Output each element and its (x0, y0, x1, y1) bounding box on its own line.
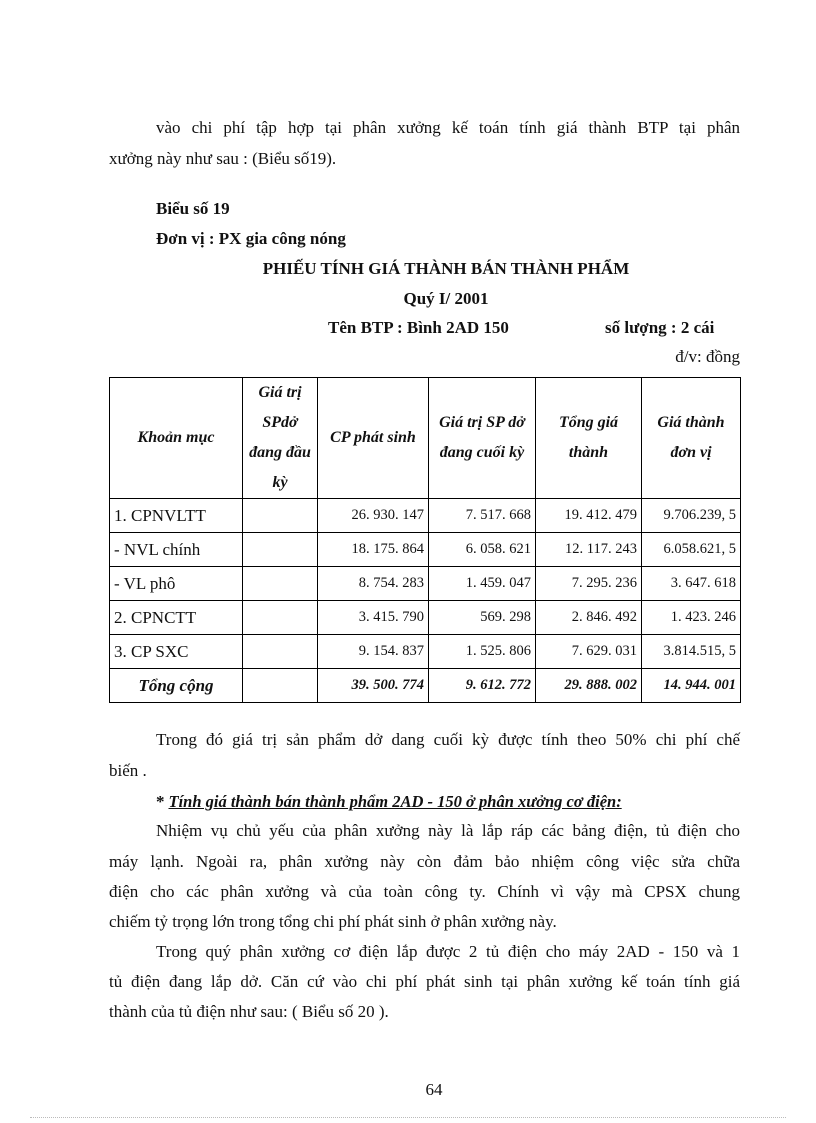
cell-item: 2. CPNCTT (110, 601, 243, 635)
cost-table (109, 377, 741, 703)
currency-unit: đ/v: đồng (675, 347, 740, 366)
p2-line-3: thành của tủ điện như sau: ( Biểu số 20 ). (109, 1002, 389, 1021)
cell-cost-incurred: 3. 415. 790 (318, 601, 429, 635)
cell-total-cost: 7. 629. 031 (536, 635, 642, 669)
cell-total-cost-total: 29. 888. 002 (536, 669, 642, 703)
cell-cost-incurred: 8. 754. 283 (318, 567, 429, 601)
col-header-opening-wip: Giá trị SPdở đang đầu kỳ (243, 378, 318, 499)
cell-unit-cost: 3. 647. 618 (642, 567, 741, 601)
cell-item: - VL phô (110, 567, 243, 601)
note-line-1: Trong đó giá trị sản phẩm dở dang cuối kỳ được tính theo 50% chi phí chế (156, 730, 740, 749)
col-header-cost-incurred: CP phát sinh (318, 378, 429, 499)
cell-opening-wip (243, 635, 318, 669)
form-title: PHIẾU TÍNH GIÁ THÀNH BÁN THÀNH PHẨM (262, 259, 630, 278)
cell-total-cost: 19. 412. 479 (536, 499, 642, 533)
p1-line-1: Nhiệm vụ chủ yếu của phân xưởng này là lắp ráp các bảng điện, tủ điện cho (156, 821, 740, 840)
cell-cost-incurred: 9. 154. 837 (318, 635, 429, 669)
cell-unit-cost-total: 14. 944. 001 (642, 669, 741, 703)
note-line-2: biến . (109, 761, 147, 780)
page-number: 64 (425, 1080, 443, 1099)
intro-line-2: xưởng này như sau : (Biểu số19). (109, 149, 337, 168)
quantity: số lượng : 2 cái (605, 318, 715, 337)
cell-cost-incurred: 26. 930. 147 (318, 499, 429, 533)
p2-line-2: tủ điện đang lắp dở. Căn cứ vào chi phí phát sinh tại phân xưởng kế toán tính giá (109, 972, 740, 991)
p1-line-2: máy lạnh. Ngoài ra, phân xưởng này còn đảm bảo nhiệm công việc sửa chữa (109, 852, 740, 871)
section-title: Tính giá thành bán thành phẩm 2AD - 150 ở phân xưởng cơ điện: (168, 792, 622, 811)
unit-label: Đơn vị : PX gia công nóng (156, 229, 346, 248)
cell-unit-cost: 3.814.515, 5 (642, 635, 741, 669)
col-header-total-cost: Tổng giá thành (536, 378, 642, 499)
cell-unit-cost: 1. 423. 246 (642, 601, 741, 635)
cell-cost-incurred: 18. 175. 864 (318, 533, 429, 567)
cell-unit-cost: 6.058.621, 5 (642, 533, 741, 567)
cell-opening-wip (243, 533, 318, 567)
cell-opening-wip (243, 669, 318, 703)
period: Quý I/ 2001 (403, 289, 489, 308)
cell-closing-wip: 6. 058. 621 (429, 533, 536, 567)
cell-item: 1. CPNVLTT (110, 499, 243, 533)
section-star: * (156, 792, 165, 811)
product-name: Tên BTP : Bình 2AD 150 (328, 318, 509, 337)
cell-item: - NVL chính (110, 533, 243, 567)
table-row (110, 601, 741, 635)
p1-line-3: điện cho các phân xưởng và của toàn công ty. Chính vì vậy mà CPSX chung (109, 882, 740, 901)
cell-closing-wip: 1. 459. 047 (429, 567, 536, 601)
cell-opening-wip (243, 601, 318, 635)
table-header-row (110, 378, 741, 499)
table-row (110, 635, 741, 669)
form-number: Biểu số 19 (156, 199, 230, 218)
cell-total-cost: 7. 295. 236 (536, 567, 642, 601)
cell-opening-wip (243, 567, 318, 601)
table-row (110, 499, 741, 533)
cell-total-cost: 12. 117. 243 (536, 533, 642, 567)
table-total-row (110, 669, 741, 703)
cell-cost-incurred-total: 39. 500. 774 (318, 669, 429, 703)
table-row (110, 533, 741, 567)
intro-line-1: vào chi phí tập hợp tại phân xưởng kế toán tính giá thành BTP tại phân (156, 118, 740, 137)
col-header-item: Khoản mục (110, 378, 243, 499)
cell-item: 3. CP SXC (110, 635, 243, 669)
cell-total-cost: 2. 846. 492 (536, 601, 642, 635)
cell-opening-wip (243, 499, 318, 533)
cell-closing-wip: 7. 517. 668 (429, 499, 536, 533)
section-heading (156, 786, 756, 818)
cell-closing-wip: 569. 298 (429, 601, 536, 635)
cell-total-label: Tổng cộng (110, 669, 243, 703)
cell-closing-wip: 1. 525. 806 (429, 635, 536, 669)
col-header-unit-cost: Giá thành đơn vị (642, 378, 741, 499)
cell-closing-wip-total: 9. 612. 772 (429, 669, 536, 703)
table-row (110, 567, 741, 601)
page-bottom-divider (30, 1117, 786, 1118)
p1-line-4: chiếm tỷ trọng lớn trong tổng chi phí phát sinh ở phân xưởng này. (109, 912, 557, 931)
col-header-closing-wip: Giá trị SP dở đang cuối kỳ (429, 378, 536, 499)
cell-unit-cost: 9.706.239, 5 (642, 499, 741, 533)
p2-line-1: Trong quý phân xưởng cơ điện lắp được 2 tủ điện cho máy 2AD - 150 và 1 (156, 942, 740, 961)
